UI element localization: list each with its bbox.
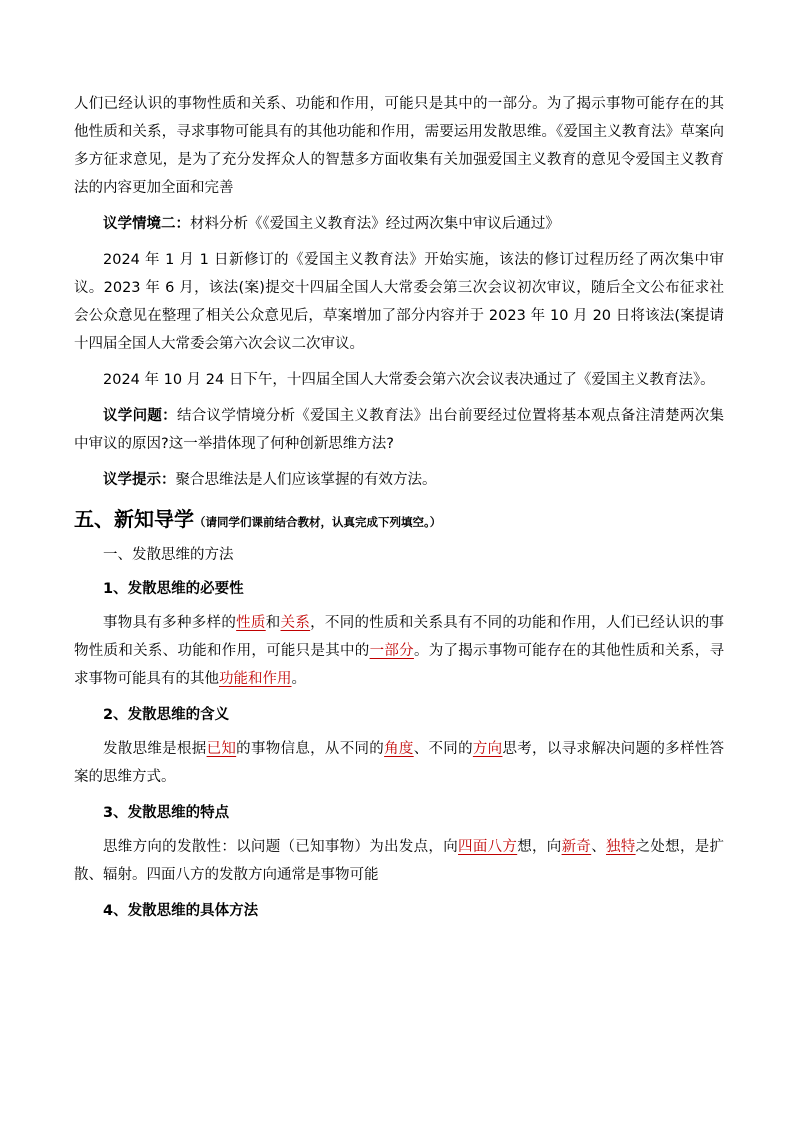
item-features-title: 3、发散思维的特点 [103,805,230,821]
paragraph-passed: 2024 年 10 月 24 日下午，十四届全国人大常委会第六次会议表决通过了《爱国主义教育法》。 [103,372,715,388]
text-fragment: ，不同的性质和关系具有不同的功能和作用，人们已经认识的事物性质和关系、功能和作用，可能只是其中的 [74,615,725,659]
section-five-title: 五、新知导学 [74,507,194,531]
answer-blank: 一部分 [369,643,414,659]
item-methods-title: 4、发散思维的具体方法 [103,903,259,919]
study-question-text: 结合议学情境分析《爱国主义教育法》出台前要经过位置将基本观点备注清楚两次集中审议的原因?这一举措体现了何种创新思维方法? [74,408,725,452]
text-fragment: 之处想，是扩散、辐射。四面八方的发散方向通常是事物可能 [74,839,725,883]
text-fragment: 、 [591,839,606,855]
text-fragment: 思维方向的发散性：以问题（已知事物）为出发点，向 [103,839,459,855]
answer-blank: 关系 [280,615,311,631]
item-meaning-text [74,735,724,791]
study-question [74,402,724,458]
answer-blank: 性质 [236,615,266,631]
subsection-divergent-methods: 一、发散思维的方法 [103,547,234,563]
answer-blank: 独特 [605,839,636,855]
study-hint-label: 议学提示： [103,472,176,488]
text-fragment: 想，向 [517,839,562,855]
text-fragment: 思考，以寻求解决问题的多样性答案的思维方式。 [74,741,725,785]
study-hint [74,466,724,494]
answer-blank: 已知 [206,741,237,757]
paragraph-intro: 人们已经认识的事物性质和关系、功能和作用，可能只是其中的一部分。为了揭示事物可能存在的其他性质和关系，寻求事物可能具有的其他功能和作用，需要运用发散思维。《爱国主义教育法》草案向多方征求意见，是为了充分发挥众人的智慧多方面收集有关加强爱国主义教育的意见令爱国主义教育法的内容更加全面和完善 [74,96,724,196]
item-necessity-text [74,609,724,693]
section-five-note: （请同学们课前结合教材，认真完成下列填空。） [194,515,442,529]
text-fragment: 、不同的 [413,741,473,757]
scenario-two-text: 材料分析《《爱国主义教育法》经过两次集中审议后通过》 [190,216,560,232]
study-hint-text: 聚合思维法是人们应该掌握的有效方法。 [175,472,437,488]
scenario-two [74,210,724,238]
text-fragment: 事物具有多种多样的 [103,615,237,631]
text-fragment: 发散思维是根据 [103,741,207,757]
item-meaning-title: 2、发散思维的含义 [103,707,230,723]
text-fragment: 。 [291,671,306,687]
study-question-label: 议学问题： [103,408,177,424]
item-features-text [74,833,724,889]
answer-blank: 角度 [384,741,414,757]
item-necessity-title: 1、发散思维的必要性 [103,581,244,597]
scenario-two-label: 议学情境二： [103,216,190,232]
text-fragment: 的事物信息，从不同的 [236,741,385,757]
answer-blank: 新奇 [561,839,592,855]
answer-blank: 四面八方 [458,839,518,855]
text-fragment: 。为了揭示事物可能存在的其他性质和关系，寻求事物可能具有的其他 [74,643,725,687]
text-fragment: 和 [265,615,281,631]
section-five-heading [74,504,724,537]
paragraph-revision: 2024 年 1 月 1 日新修订的《爱国主义教育法》开始实施，该法的修订过程历经了两次集中审议。2023 年 6 月，该法(案)提交十四届全国人大常委会第三次会议初次审议，随后全文公布征求社会公众意见在整理了相关公众意见后，草案增加了部分内容并于 2023 年 10 月 20 日将该法(案提请十四届全国人大常委会第六次会议二次审议。 [74,252,724,352]
answer-blank: 功能和作用 [219,671,292,687]
document-page [74,90,724,931]
answer-blank: 方向 [472,741,503,757]
